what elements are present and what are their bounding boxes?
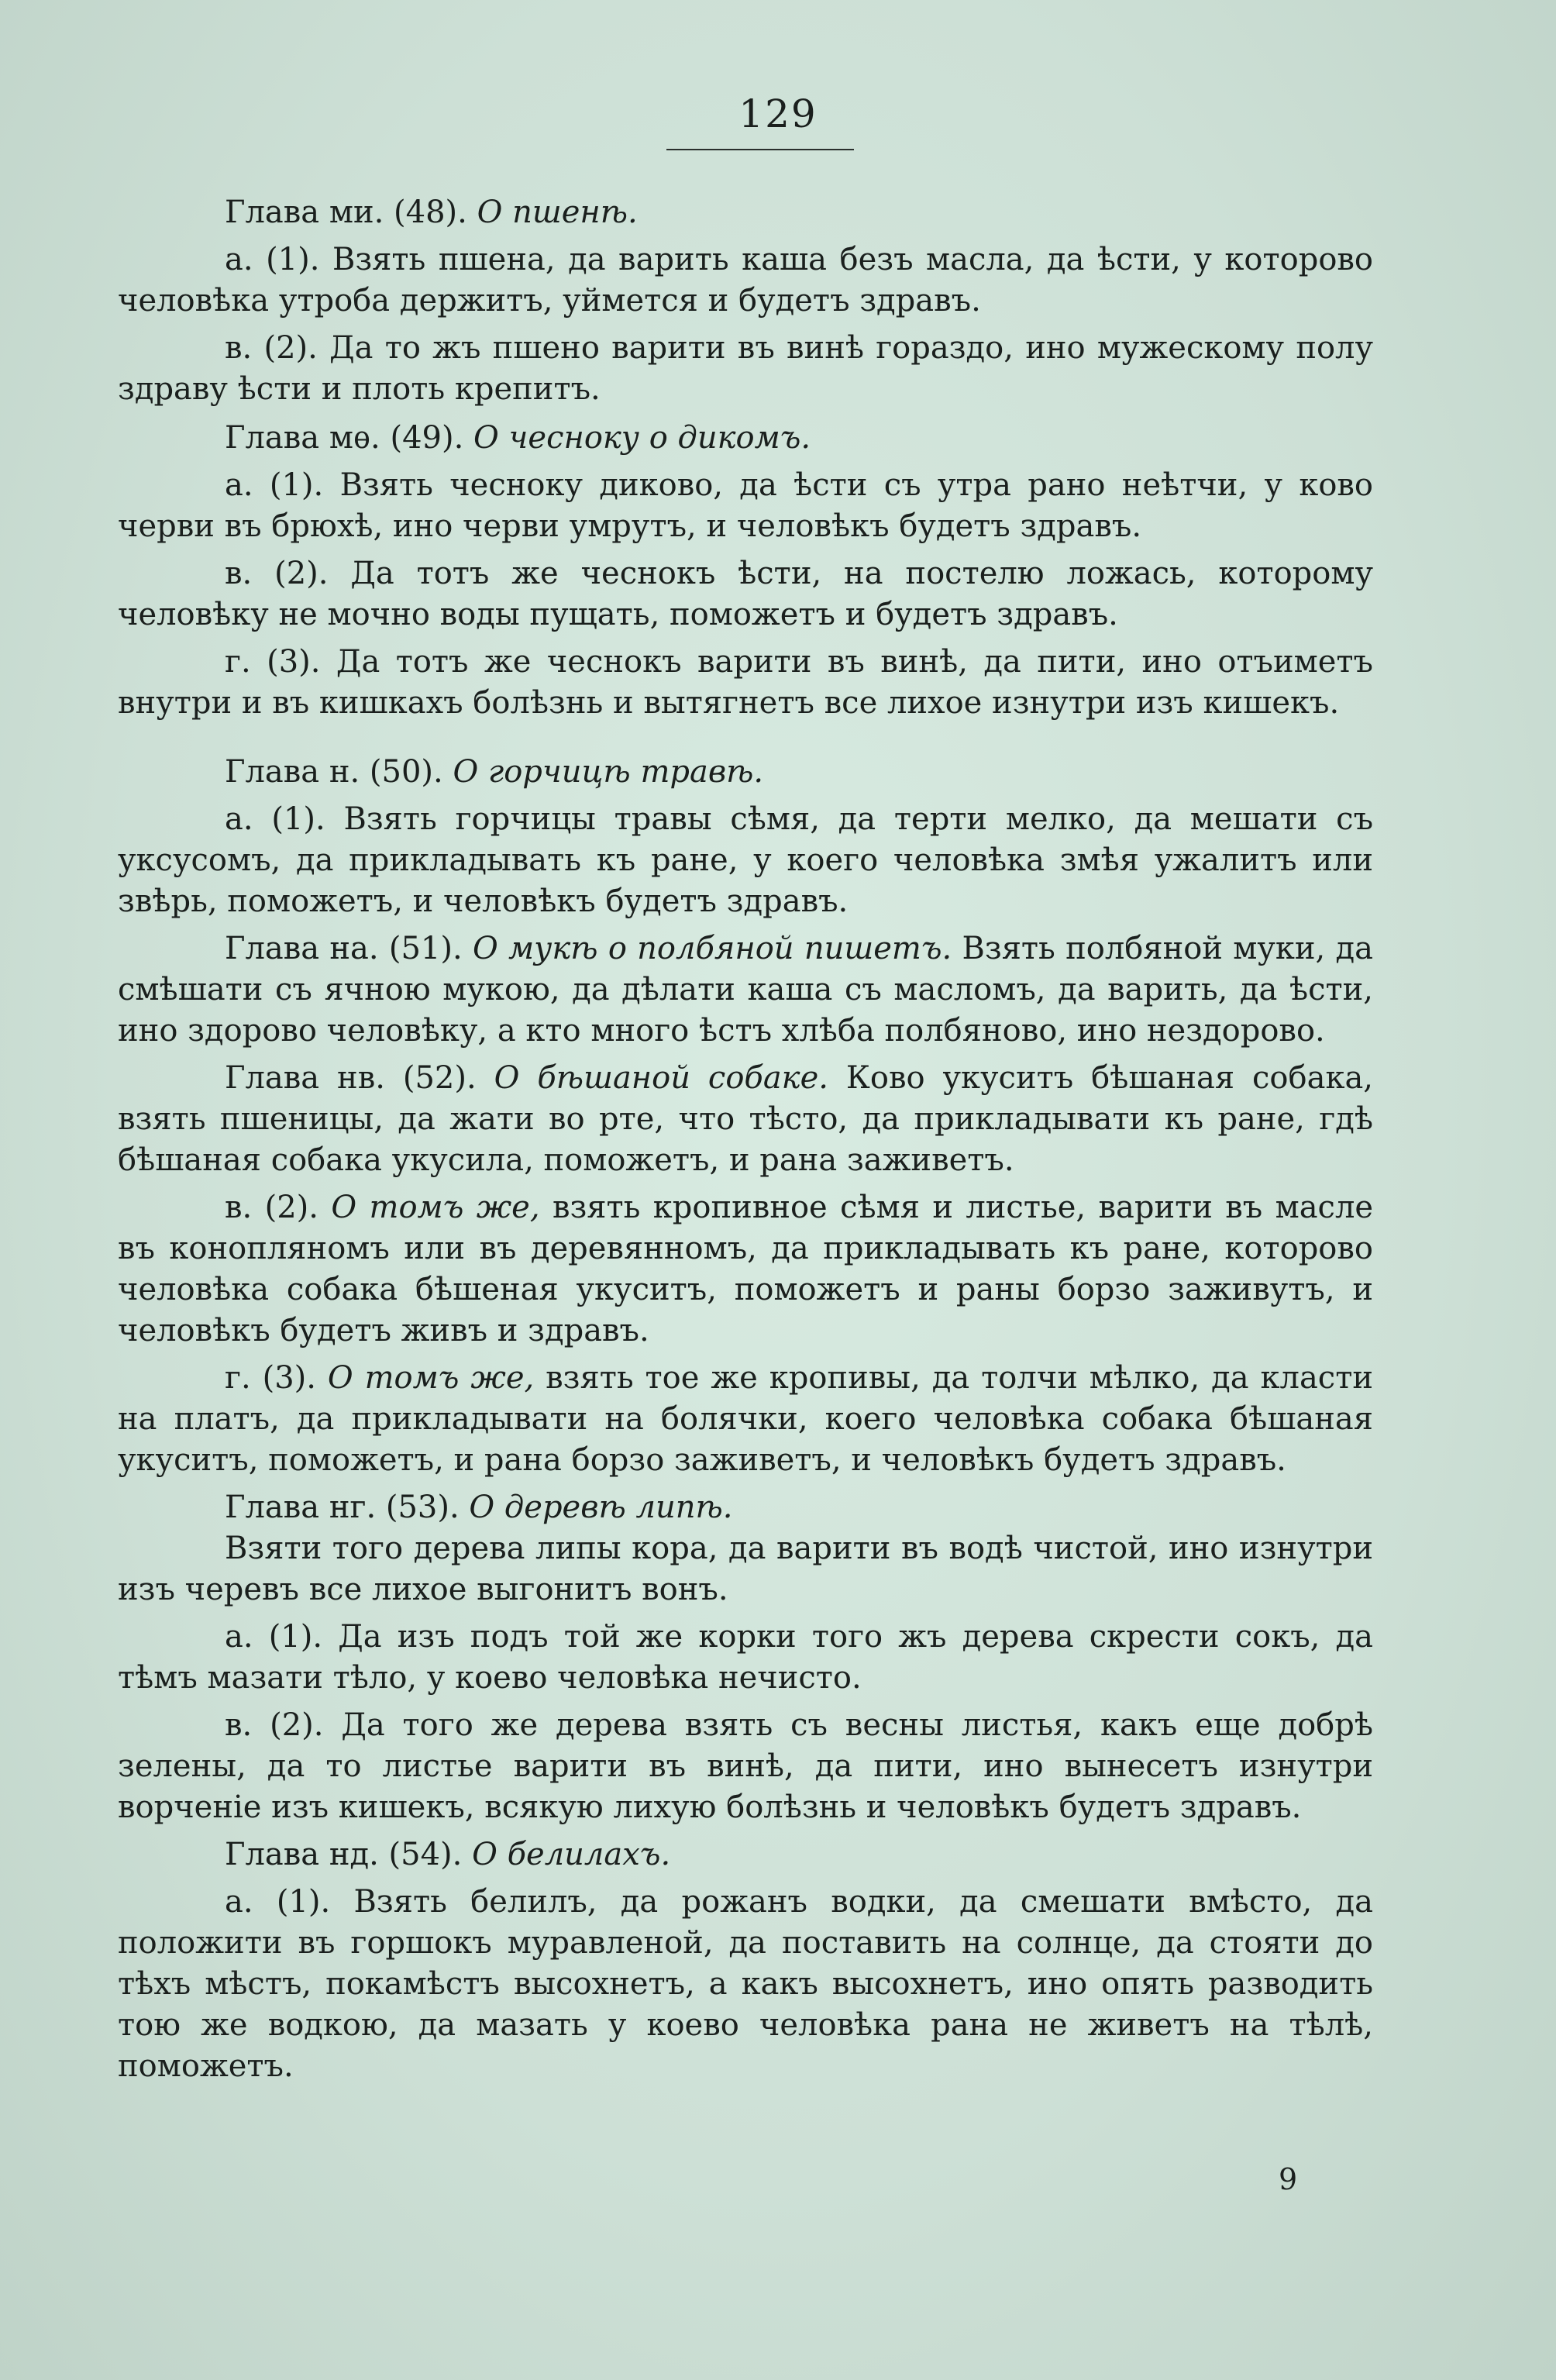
paragraph-lead: а. (1).	[225, 467, 324, 503]
paragraph-text: Да того же дерева взять съ весны листья, какъ еще добрѣ зелены, да то листье варити въ винѣ, да пити, ино вынесетъ изнутри ворченіе изъ кишекъ, всякую лихую болѣзнь и человѣкъ будетъ здравъ.	[118, 1707, 1373, 1825]
paragraph	[118, 192, 1373, 233]
paragraph-lead: Глава нд. (54).	[225, 1837, 463, 1872]
paragraph-lead: в. (2).	[225, 330, 318, 366]
paragraph-text: Да то жъ пшено варити въ винѣ гораздо, ино мужескому полу здраву ѣсти и плоть крепитъ.	[118, 330, 1374, 407]
paragraph-lead: Глава нг. (53).	[225, 1490, 460, 1525]
paragraph-text: Взять горчицы травы сѣмя, да терти мелко, да мешати съ уксусомъ, да прикладывать къ ране, у коего человѣка змѣя ужалитъ или звѣрь, поможетъ, и человѣкъ будетъ здравъ.	[118, 801, 1374, 919]
paragraph-lead: Глава на. (51).	[225, 931, 463, 966]
paragraph	[118, 1487, 1373, 1528]
signature-mark: 9	[1279, 2162, 1298, 2196]
paragraph-title: О мукѣ о полбяной пишетъ.	[472, 931, 952, 966]
paragraph-title: О чесноку о дикомъ.	[473, 420, 811, 456]
paragraph	[118, 465, 1373, 547]
paragraph-title: О томъ же,	[331, 1190, 540, 1225]
paragraph-text: Да тотъ же чеснокъ ѣсти, на постелю ложась, которому человѣку не мочно воды пущать, поможетъ и будетъ здравъ.	[118, 556, 1374, 632]
paragraph	[118, 928, 1373, 1052]
paragraph	[118, 1705, 1373, 1828]
paragraph-lead: в. (2).	[225, 1190, 318, 1225]
paragraph-title: О пшенѣ.	[477, 195, 638, 230]
paragraph	[118, 1617, 1373, 1699]
paragraph-text: Взять полбяной муки, да смѣшати съ ячною мукою, да дѣлати каша съ масломъ, да варить, да ѣсти, ино здорово человѣку, а кто много ѣстъ хлѣба полбяново, ино нездорово.	[118, 931, 1373, 1049]
paragraph-lead: а. (1).	[225, 242, 320, 277]
paragraph-title: О белилахъ.	[472, 1837, 671, 1872]
paragraph-text: Взять белилъ, да рожанъ водки, да смешати вмѣсто, да положити въ горшокъ муравленой, да поставить на солнце, да стояти до тѣхъ мѣстъ, покамѣстъ высохнетъ, а какъ высохнетъ, ино опять разводить тою же водкою, да мазать у коево человѣка рана не живетъ на тѣлѣ, поможетъ.	[118, 1884, 1374, 2084]
paragraph-text: Взяти того дерева липы кора, да варити въ водѣ чистой, ино изнутри изъ черевъ все лихое выгонитъ вонъ.	[118, 1531, 1373, 1607]
header-rule	[666, 149, 854, 150]
paragraph	[118, 418, 1373, 459]
paragraph-text: Ково укуситъ бѣшаная собака, взять пшеницы, да жати во рте, что тѣсто, да прикладывати къ ране, гдѣ бѣшаная собака укусила, поможетъ, и рана заживетъ.	[118, 1060, 1374, 1178]
paragraph-text: Взять чесноку диково, да ѣсти съ утра рано неѣтчи, у ково черви въ брюхѣ, ино черви умрутъ, и человѣкъ будетъ здравъ.	[118, 467, 1374, 544]
paragraph	[118, 1834, 1373, 1875]
paragraph-lead: Глава н. (50).	[225, 754, 443, 790]
paragraph-lead: а. (1).	[225, 1884, 331, 1920]
paragraph	[118, 1187, 1373, 1352]
paragraph-title: О деревѣ липѣ.	[469, 1490, 733, 1525]
paragraph	[118, 1882, 1373, 2087]
paragraph-lead: а. (1).	[225, 1619, 323, 1655]
paragraph-title: О бѣшаной собаке.	[494, 1060, 828, 1096]
paragraph	[118, 642, 1373, 724]
paragraph-title: О томъ же,	[327, 1360, 535, 1396]
paragraph-lead: г. (3).	[225, 644, 321, 680]
paragraph-title: О горчицѣ травѣ.	[453, 754, 764, 790]
paragraph	[118, 239, 1373, 322]
paragraph	[118, 553, 1373, 635]
page-body	[118, 184, 1373, 2087]
paragraph-lead: Глава мѳ. (49).	[225, 420, 464, 456]
page-header	[0, 91, 1556, 136]
paragraph-text: Да тотъ же чеснокъ варити въ винѣ, да пити, ино отъиметъ внутри и въ кишкахъ болѣзнь и вытягнетъ все лихое изнутри изъ кишекъ.	[118, 644, 1374, 721]
paragraph-lead: в. (2).	[225, 1707, 324, 1743]
paragraph-text: Да изъ подъ той же корки того жъ дерева скрести сокъ, да тѣмъ мазати тѣло, у коево человѣка нечисто.	[118, 1619, 1373, 1696]
paragraph-lead: Глава нв. (52).	[225, 1060, 477, 1096]
paragraph-text: взять кропивное сѣмя и листье, варити въ масле въ конопляномъ или въ деревянномъ, да прикладывать къ ране, которово человѣка собака бѣшеная укуситъ, поможетъ и раны борзо заживутъ, и человѣкъ будетъ живъ и здравъ.	[118, 1190, 1374, 1348]
paragraph	[118, 752, 1373, 793]
paragraph	[118, 1358, 1373, 1481]
paragraph-lead: г. (3).	[225, 1360, 316, 1396]
paragraph-lead: Глава ми. (48).	[225, 195, 467, 230]
paragraph-lead: а. (1).	[225, 801, 325, 837]
paragraph-lead: в. (2).	[225, 556, 329, 591]
page-number: 129	[738, 91, 818, 136]
paragraph	[118, 1058, 1373, 1181]
paragraph-text: Взять пшена, да варить каша безъ масла, да ѣсти, у которово человѣка утроба держитъ, уймется и будетъ здравъ.	[118, 242, 1374, 319]
paragraph	[118, 799, 1373, 922]
paragraph-text: взять тое же кропивы, да толчи мѣлко, да класти на платъ, да прикладывати на болячки, коего человѣка собака бѣшаная укуситъ, поможетъ, и рана борзо заживетъ, и человѣкъ будетъ здравъ.	[118, 1360, 1373, 1478]
paragraph	[118, 1528, 1373, 1610]
paragraph	[118, 328, 1373, 410]
